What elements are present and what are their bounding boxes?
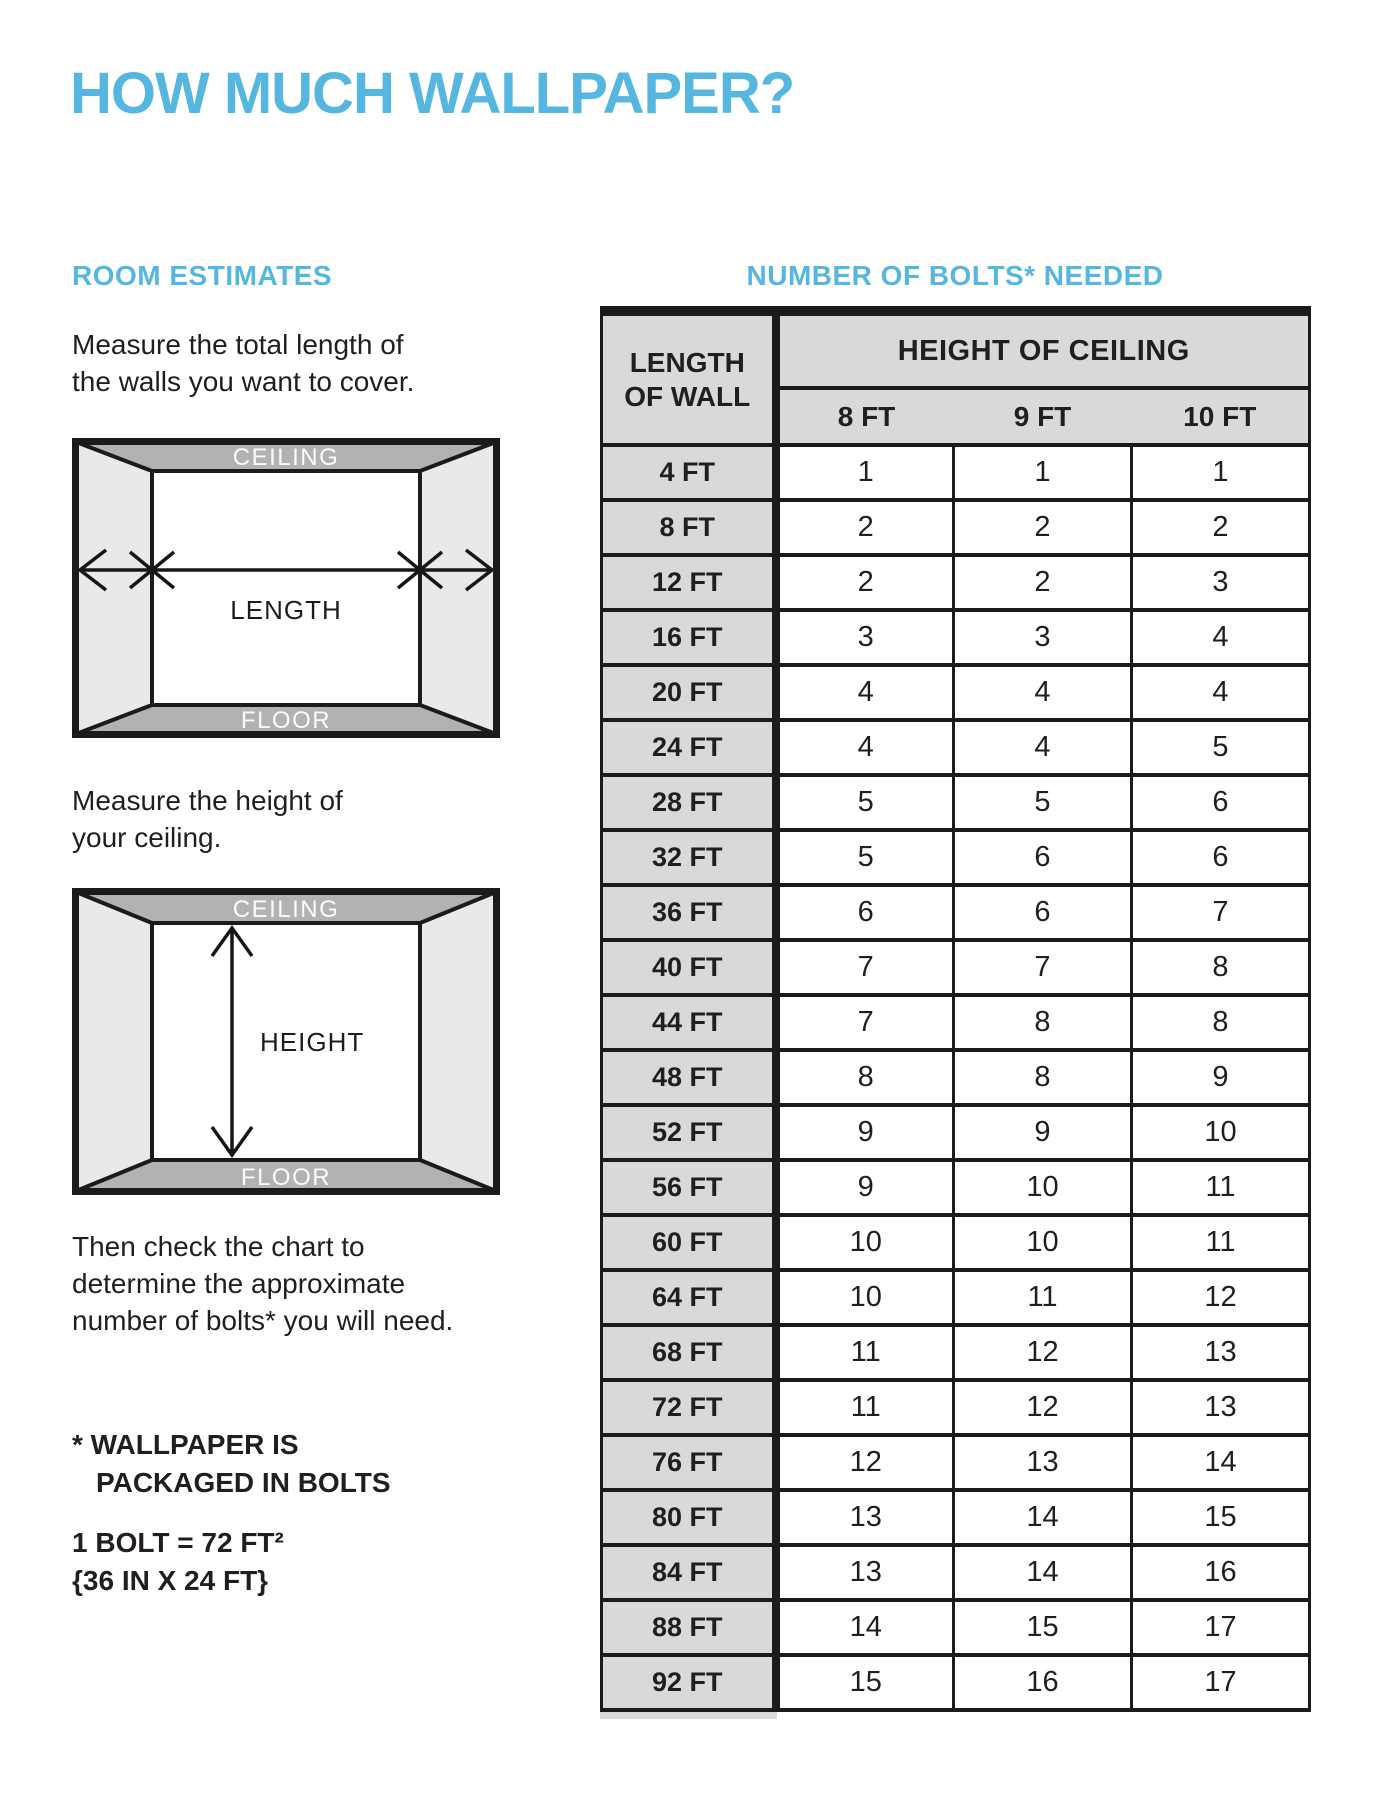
bolt-count-cell: 5 — [776, 775, 954, 830]
bolt-count-cell: 4 — [1132, 610, 1310, 665]
bolt-count-cell: 12 — [1132, 1270, 1310, 1325]
bolt-count-cell: 7 — [1132, 885, 1310, 940]
row-label: 56 FT — [602, 1160, 776, 1215]
room-estimates-heading: ROOM ESTIMATES — [72, 260, 333, 291]
bolt-count-cell: 6 — [1132, 775, 1310, 830]
bolt-count-cell: 10 — [776, 1270, 954, 1325]
bolt-count-cell: 5 — [776, 830, 954, 885]
bolt-count-cell: 8 — [954, 995, 1132, 1050]
corner-line1: LENGTH — [629, 346, 745, 378]
bolt-count-cell: 17 — [1132, 1655, 1310, 1710]
room-length-diagram — [72, 438, 500, 738]
table-row — [602, 500, 1310, 555]
bolt-count-cell: 13 — [776, 1490, 954, 1545]
table-row — [602, 995, 1310, 1050]
bolt-count-cell: 11 — [1132, 1160, 1310, 1215]
table-row — [602, 1050, 1310, 1105]
bolt-count-cell: 1 — [776, 445, 954, 500]
height-of-ceiling-header: HEIGHT OF CEILING — [776, 311, 1310, 388]
table-row — [602, 1600, 1310, 1655]
bolt-count-cell: 13 — [1132, 1380, 1310, 1435]
bolt-count-cell: 11 — [1132, 1215, 1310, 1270]
table-row — [602, 885, 1310, 940]
bolt-count-cell: 12 — [776, 1435, 954, 1490]
bolt-count-cell: 2 — [954, 555, 1132, 610]
row-label: 40 FT — [602, 940, 776, 995]
step2-line1: Measure the height of — [72, 785, 343, 816]
bolt-count-cell: 8 — [1132, 995, 1310, 1050]
table-body — [602, 445, 1310, 1710]
table-row — [602, 610, 1310, 665]
bolt-count-cell: 10 — [954, 1215, 1132, 1270]
bolt-count-cell: 9 — [776, 1105, 954, 1160]
row-label: 68 FT — [602, 1325, 776, 1380]
table-row — [602, 1160, 1310, 1215]
row-label: 4 FT — [602, 445, 776, 500]
row-label: 64 FT — [602, 1270, 776, 1325]
row-label: 32 FT — [602, 830, 776, 885]
row-label: 76 FT — [602, 1435, 776, 1490]
row-label: 20 FT — [602, 665, 776, 720]
floor-label: FLOOR — [240, 1164, 332, 1191]
col-header-9ft: 9 FT — [954, 388, 1132, 445]
height-label: HEIGHT — [260, 1027, 365, 1057]
bolt-count-cell: 2 — [776, 500, 954, 555]
ceiling-label: CEILING — [232, 896, 340, 923]
col-header-8ft: 8 FT — [776, 388, 954, 445]
left-wall-face — [76, 892, 152, 1191]
bolt-count-cell: 7 — [776, 940, 954, 995]
bolt-count-cell: 4 — [1132, 665, 1310, 720]
step3-line1: Then check the chart to — [72, 1231, 365, 1262]
bolt-count-cell: 6 — [1132, 830, 1310, 885]
bolt-count-cell: 4 — [776, 720, 954, 775]
table-row — [602, 1490, 1310, 1545]
step3-line3: number of bolts* you will need. — [72, 1305, 454, 1336]
table-row — [602, 665, 1310, 720]
table-header-row-1 — [602, 311, 1310, 388]
bolt-count-cell: 15 — [1132, 1490, 1310, 1545]
step1-text — [72, 326, 414, 400]
table-row — [602, 555, 1310, 610]
step1-line1: Measure the total length of — [72, 329, 404, 360]
row-label: 44 FT — [602, 995, 776, 1050]
bolt-count-cell: 7 — [954, 940, 1132, 995]
bolt-count-cell: 2 — [1132, 500, 1310, 555]
row-label: 48 FT — [602, 1050, 776, 1105]
row-label: 28 FT — [602, 775, 776, 830]
bolt-count-cell: 4 — [954, 720, 1132, 775]
bolt-count-cell: 7 — [776, 995, 954, 1050]
bolt-count-cell: 16 — [1132, 1545, 1310, 1600]
bolt-count-cell: 12 — [954, 1325, 1132, 1380]
row-label: 36 FT — [602, 885, 776, 940]
step1-line2: the walls you want to cover. — [72, 366, 415, 397]
ceiling-height-diagram — [72, 888, 500, 1195]
row-label: 12 FT — [602, 555, 776, 610]
right-wall-face — [420, 892, 496, 1191]
bolt-info-line2: {36 IN X 24 FT} — [72, 1565, 269, 1596]
bolt-count-cell: 15 — [954, 1600, 1132, 1655]
bolt-count-cell: 6 — [954, 830, 1132, 885]
bolt-count-cell: 8 — [776, 1050, 954, 1105]
bolt-count-cell: 17 — [1132, 1600, 1310, 1655]
floor-label: FLOOR — [240, 707, 332, 734]
table-bottom-shadow — [600, 1712, 777, 1719]
table-row — [602, 940, 1310, 995]
table-row — [602, 1545, 1310, 1600]
length-of-wall-header — [602, 311, 776, 445]
table-row — [602, 1325, 1310, 1380]
row-label: 8 FT — [602, 500, 776, 555]
bolt-count-cell: 8 — [954, 1050, 1132, 1105]
left-wall-face — [76, 442, 152, 734]
table-row — [602, 830, 1310, 885]
bolt-count-cell: 1 — [954, 445, 1132, 500]
bolt-count-cell: 3 — [954, 610, 1132, 665]
bolt-count-cell: 10 — [1132, 1105, 1310, 1160]
bolt-count-cell: 2 — [776, 555, 954, 610]
table-row — [602, 1215, 1310, 1270]
bolt-count-cell: 9 — [776, 1160, 954, 1215]
bolt-count-cell: 13 — [776, 1545, 954, 1600]
bolt-count-cell: 8 — [1132, 940, 1310, 995]
row-label: 72 FT — [602, 1380, 776, 1435]
bolt-count-cell: 15 — [776, 1655, 954, 1710]
bolt-count-cell: 11 — [776, 1380, 954, 1435]
bolt-count-cell: 6 — [776, 885, 954, 940]
row-label: 88 FT — [602, 1600, 776, 1655]
bolt-count-cell: 10 — [776, 1215, 954, 1270]
step2-line2: your ceiling. — [72, 822, 222, 853]
row-label: 16 FT — [602, 610, 776, 665]
row-label: 92 FT — [602, 1655, 776, 1710]
bolt-count-cell: 10 — [954, 1160, 1132, 1215]
step3-line2: determine the approximate — [72, 1268, 406, 1299]
length-label: LENGTH — [230, 595, 342, 625]
bolt-count-cell: 12 — [954, 1380, 1132, 1435]
table-row — [602, 1435, 1310, 1490]
bolt-count-cell: 11 — [776, 1325, 954, 1380]
bolt-count-cell: 13 — [954, 1435, 1132, 1490]
row-label: 80 FT — [602, 1490, 776, 1545]
footnote-line1: * WALLPAPER IS — [72, 1429, 299, 1460]
bolt-count-cell: 5 — [954, 775, 1132, 830]
bolt-info-line1: 1 BOLT = 72 FT² — [72, 1527, 284, 1558]
bolt-count-cell: 16 — [954, 1655, 1132, 1710]
bolts-table-container — [600, 306, 1311, 1719]
right-wall-face — [420, 442, 496, 734]
bolt-count-cell: 9 — [1132, 1050, 1310, 1105]
table-row — [602, 445, 1310, 500]
bolt-count-cell: 4 — [776, 665, 954, 720]
bolt-count-cell: 9 — [954, 1105, 1132, 1160]
bolt-count-cell: 14 — [954, 1545, 1132, 1600]
bolts-footnote — [72, 1426, 391, 1502]
bolts-table-heading: NUMBER OF BOLTS* NEEDED — [746, 260, 1164, 291]
bolt-count-cell: 6 — [954, 885, 1132, 940]
bolt-count-cell: 3 — [776, 610, 954, 665]
bolt-count-cell: 2 — [954, 500, 1132, 555]
table-row — [602, 1655, 1310, 1710]
table-row — [602, 1380, 1310, 1435]
bolt-size-info — [72, 1524, 284, 1600]
bolt-count-cell: 4 — [954, 665, 1132, 720]
bolt-count-cell: 13 — [1132, 1325, 1310, 1380]
bolts-table — [600, 306, 1311, 1712]
table-row — [602, 720, 1310, 775]
col-header-10ft: 10 FT — [1132, 388, 1310, 445]
row-label: 52 FT — [602, 1105, 776, 1160]
step2-text — [72, 782, 343, 856]
row-label: 84 FT — [602, 1545, 776, 1600]
back-wall-face — [152, 471, 420, 705]
page-title: HOW MUCH WALLPAPER? — [70, 61, 795, 126]
corner-line2: OF WALL — [624, 380, 751, 412]
ceiling-label: CEILING — [232, 444, 340, 471]
bolt-count-cell: 3 — [1132, 555, 1310, 610]
table-row — [602, 1270, 1310, 1325]
bolt-count-cell: 1 — [1132, 445, 1310, 500]
footnote-line2: PACKAGED IN BOLTS — [96, 1467, 391, 1498]
bolt-count-cell: 14 — [1132, 1435, 1310, 1490]
row-label: 60 FT — [602, 1215, 776, 1270]
step3-text — [72, 1228, 453, 1339]
bolt-count-cell: 11 — [954, 1270, 1132, 1325]
table-row — [602, 775, 1310, 830]
row-label: 24 FT — [602, 720, 776, 775]
bolt-count-cell: 14 — [776, 1600, 954, 1655]
bolt-count-cell: 5 — [1132, 720, 1310, 775]
table-row — [602, 1105, 1310, 1160]
bolt-count-cell: 14 — [954, 1490, 1132, 1545]
